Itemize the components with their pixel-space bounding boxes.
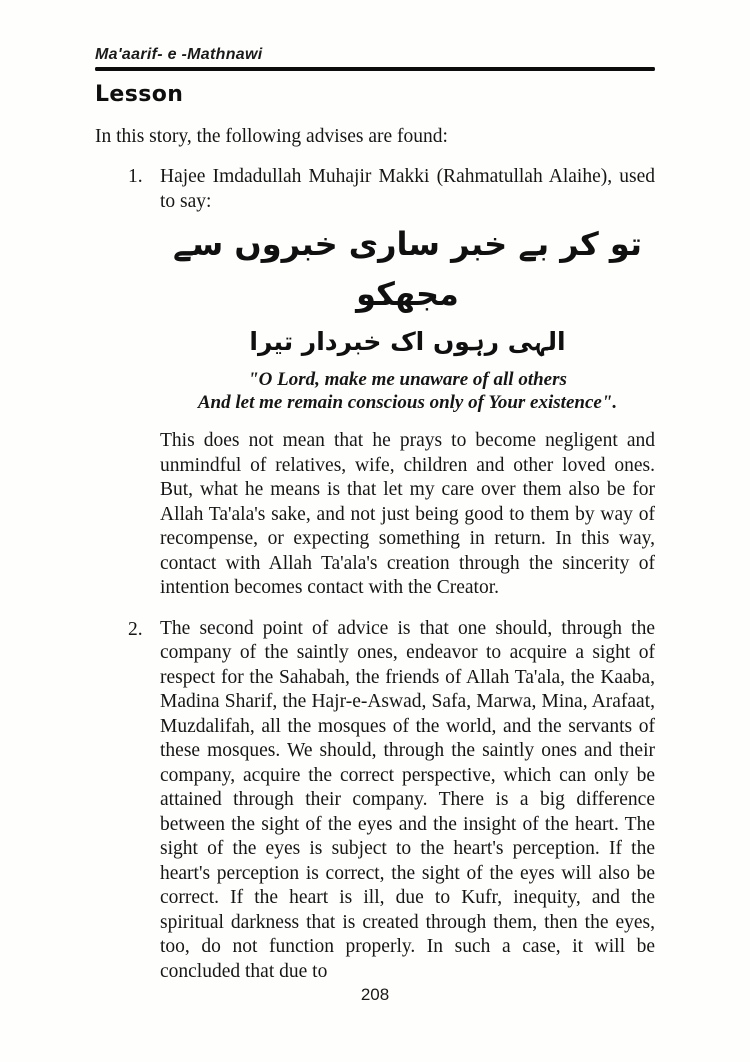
- translation-line-2: And let me remain conscious only of Your existence".: [197, 391, 618, 413]
- urdu-couplet-line-2: الہی رہوں اک خبردار تیرا: [249, 327, 566, 356]
- page-title: Lesson: [95, 82, 184, 107]
- item-content: [160, 617, 655, 985]
- item-number: 1.: [128, 166, 143, 187]
- item-content: [160, 164, 655, 601]
- advice-list: [95, 164, 655, 984]
- header-rule: [95, 67, 655, 71]
- urdu-couplet-line-1: تو کر بے خبر ساری خبروں سے مجھکو: [173, 225, 642, 313]
- list-item-2: [128, 617, 655, 985]
- running-header-title: Ma'aarif- e -Mathnawi: [95, 46, 263, 63]
- list-item-1: [128, 164, 655, 601]
- couplet-translation: [160, 369, 655, 414]
- item-number: 2.: [128, 618, 143, 640]
- translation-line-1: "O Lord, make me unaware of all others: [248, 369, 567, 390]
- intro-text: In this story, the following advises are found:: [95, 126, 448, 147]
- item-body: This does not mean that he prays to become negligent and unmindful of relatives, wife, children and other loved ones. But, what he means is that let my care over them also be for Allah Ta'ala's sake, and not just being good to them by way of recompense, or expecting something in return. In this way, contact with Allah Ta'ala's creation through the sincerity of intention becomes contact with the Creator.: [160, 430, 655, 598]
- page-number: 208: [360, 985, 390, 1004]
- running-header: [95, 46, 655, 71]
- item-body: The second point of advice is that one should, through the company of the saintly ones, endeavor to acquire a sight of respect for the Sahabah, the friends of Allah Ta'ala, the Kaaba, Madina Sharif, the Hajr-e-Aswad, Safa, Marwa, Mina, Arafaat, Muzdalifah, all the mosques of the world, and the servants of these mosques. We should, through the saintly ones and their company, acquire the correct perspective, which can only be attained through their company. There is a big difference between the sight of the eyes and the insight of the heart. The sight of the eyes is subject to the heart's perception. If the heart's perception is correct, the sight of the eyes will also be correct. If the heart is ill, due to Kufr, inequity, and the spiritual darkness that is created through them, then the eyes, too, do not function properly. In such a case, it will be concluded that due to: [160, 617, 655, 982]
- item-lead: Hajee Imdadullah Muhajir Makki (Rahmatullah Alaihe), used to say:: [160, 166, 655, 212]
